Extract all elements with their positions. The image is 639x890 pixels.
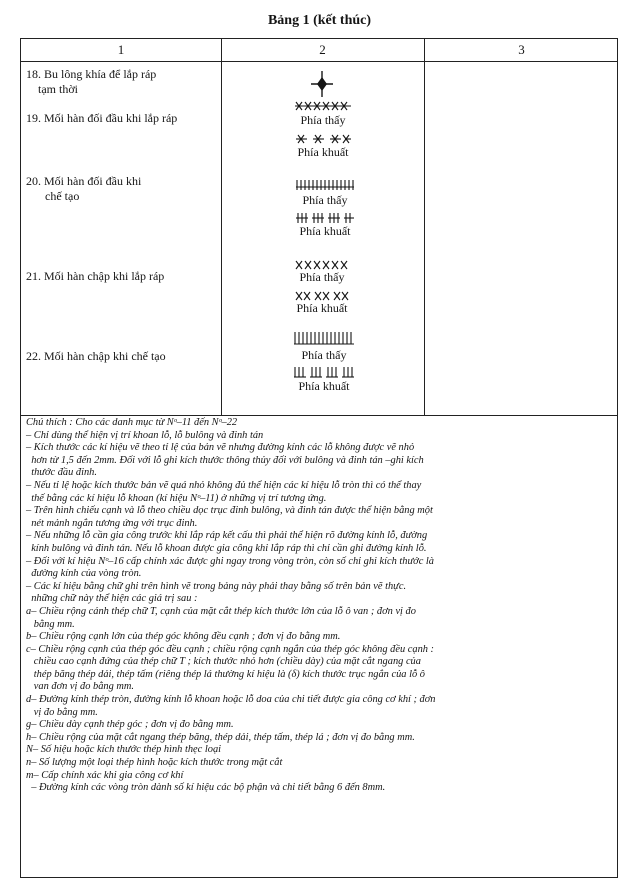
column-header-3: 3	[518, 42, 525, 57]
weld-tick-visible-icon	[295, 179, 355, 191]
weld-x-visible-icon	[293, 101, 353, 111]
weld-tick-hidden-icon	[295, 212, 355, 224]
lap-weld-tick-hidden-icon	[293, 366, 355, 378]
hidden-side-label: Phía khuất	[297, 145, 349, 159]
note-line: thế bằng các kí hiệu lỗ khoan (kí hiệu Nᵒ–11) ở những vị trí tương ứng.	[26, 492, 327, 504]
row-21-label	[26, 269, 246, 284]
column-divider-2	[424, 39, 425, 415]
note-line: nét mảnh ngắn tương ứng với trục đinh.	[26, 517, 198, 529]
header-divider	[21, 61, 617, 62]
note-line: những chữ này thể hiện các giá trị sau :	[26, 593, 198, 605]
note-line: – Trên hình chiếu cạnh và lỗ theo chiều dọc trục đinh bulông, và đinh tán được thể hiện bằng một	[26, 505, 433, 517]
row-label-line: chế tạo	[45, 189, 80, 203]
note-line: – Kích thước các kí hiệu vẽ theo tỉ lệ của bản vẽ nhưng đường kính các lỗ không được vẽ nhỏ	[26, 442, 415, 454]
row-label-line: 22. Mối hàn chập khi chế tạo	[26, 349, 166, 363]
note-line: – Nếu những lỗ cần gia công trước khi lắp ráp kết cấu thì phải thể hiện rõ đường kính lỗ, đường	[26, 530, 428, 542]
note-line: hơn từ 1,5 đến 2mm. Đối với lỗ ghi kích thước thông thủy đối với bulông và đinh tán –ghi kích	[26, 454, 424, 466]
note-line: bằng mm.	[26, 618, 75, 630]
symbols-table	[20, 38, 618, 878]
note-line: đường kính của vòng tròn.	[26, 568, 142, 580]
visible-side-label: Phía thấy	[301, 348, 347, 362]
row-label-line: 20. Mối hàn đối đầu khi	[26, 174, 142, 188]
visible-side-label: Phía thấy	[302, 193, 348, 207]
note-line: kính bulông và đinh tán. Nếu lỗ khoan được gia công khi lắp ráp thì chỉ cần ghi đường kính lỗ.	[26, 542, 427, 554]
row-18-label	[26, 67, 246, 97]
lap-weld-x-hidden-icon	[294, 291, 350, 301]
note-line: m– Cấp chính xác khi gia công cơ khí	[26, 769, 184, 781]
note-line: d– Đường kính thép tròn, đường kính lỗ khoan hoặc lỗ doa của chi tiết được gia công cơ khí ; đơn	[26, 694, 436, 706]
lap-weld-tick-visible-icon	[293, 331, 355, 345]
visible-side-label: Phía thấy	[299, 270, 345, 284]
note-line: a– Chiều rộng cánh thép chữ T, cạnh của mặt cắt thép kích thước lớn của lỗ ô van ; đơn vị đo	[26, 605, 416, 617]
row-label-line: 21. Mối hàn chập khi lắp ráp	[26, 269, 165, 283]
note-line: – Đường kính các vòng tròn dành số kí hiệu các bộ phận và chi tiết bằng 6 đến 8mm.	[26, 782, 386, 794]
note-line: van đơn vị đo bằng mm.	[26, 681, 134, 693]
hidden-side-label: Phía khuất	[296, 301, 348, 315]
column-header-1: 1	[117, 42, 125, 57]
notes-list	[26, 430, 614, 795]
note-line: thước đầu đinh.	[26, 467, 97, 479]
lap-weld-x-visible-icon	[294, 260, 350, 270]
row-20-label	[26, 174, 246, 204]
hidden-side-label: Phía khuất	[298, 379, 350, 393]
note-line: g– Chiều dày cạnh thép góc ; đơn vị đo bằng mm.	[26, 719, 234, 731]
notes-heading: Chú thích : Cho các danh mục từ Nᵒ–11 đến Nᵒ–22	[26, 417, 238, 428]
hidden-side-label: Phía khuất	[299, 224, 351, 238]
row-label-line: 19. Mối hàn đối đầu khi lắp ráp	[26, 111, 178, 125]
row-19-label	[26, 111, 246, 126]
row-label-line: 18. Bu lông khía để lắp ráp	[26, 67, 157, 81]
row-label-line: tạm thời	[38, 82, 79, 96]
notes-divider	[21, 415, 617, 416]
note-line: – Đối với kí hiệu Nᵒ–16 cấp chính xác được ghi ngay trong vòng tròn, còn số chỉ ghi kích thước là	[26, 555, 435, 567]
note-line: c– Chiều rộng cạnh của thép góc đều cạnh ; chiều rộng cạnh ngắn của thép góc không đều cạnh :	[26, 643, 435, 655]
visible-side-label: Phía thấy	[300, 113, 346, 127]
note-line: vị đo bằng mm.	[26, 706, 98, 718]
bolt-cross-symbol-icon	[309, 69, 335, 99]
note-line: N– Số hiệu hoặc kích thước thép hình thẹc loại	[26, 744, 222, 756]
table-title: Bảng 1 (kết thúc)	[267, 13, 372, 28]
note-line: b– Chiều rộng cạnh lớn của thép góc không đều cạnh ; đơn vị đo bằng mm.	[26, 631, 341, 643]
note-line: n– Số lượng một loại thép hình hoặc kích thước trong mặt cắt	[26, 757, 283, 769]
weld-x-hidden-icon	[293, 134, 353, 144]
note-line: – Chỉ dùng thể hiện vị trí khoan lỗ, lỗ bulông và đinh tán	[26, 429, 264, 441]
column-header-2: 2	[319, 42, 326, 57]
note-line: thép băng thép dải, thép tấm (riêng thép lá thường kí hiệu là (δ) kích thước trục ngắn của lỗ ô	[26, 668, 425, 680]
note-line: – Nếu tỉ lệ hoặc kích thước bản vẽ quá nhỏ không đủ thể hiện các kí hiệu lỗ tròn thì có thể thay	[26, 479, 422, 491]
note-line: h– Chiều rộng của mặt cắt ngang thép băng, thép dải, thép tấm, thép lá ; đơn vị đo bằng mm.	[26, 731, 415, 743]
note-line: chiều cao cạnh đứng của thép chữ T ; kích thước nhỏ hơn (chiều dày) của mặt cắt ngang của	[26, 656, 421, 668]
note-line: – Các kí hiệu bằng chữ ghi trên hình vẽ trong bảng này phải thay bằng số trên bản vẽ thực.	[26, 580, 407, 592]
row-22-label	[26, 349, 246, 364]
notes-section	[26, 417, 614, 795]
